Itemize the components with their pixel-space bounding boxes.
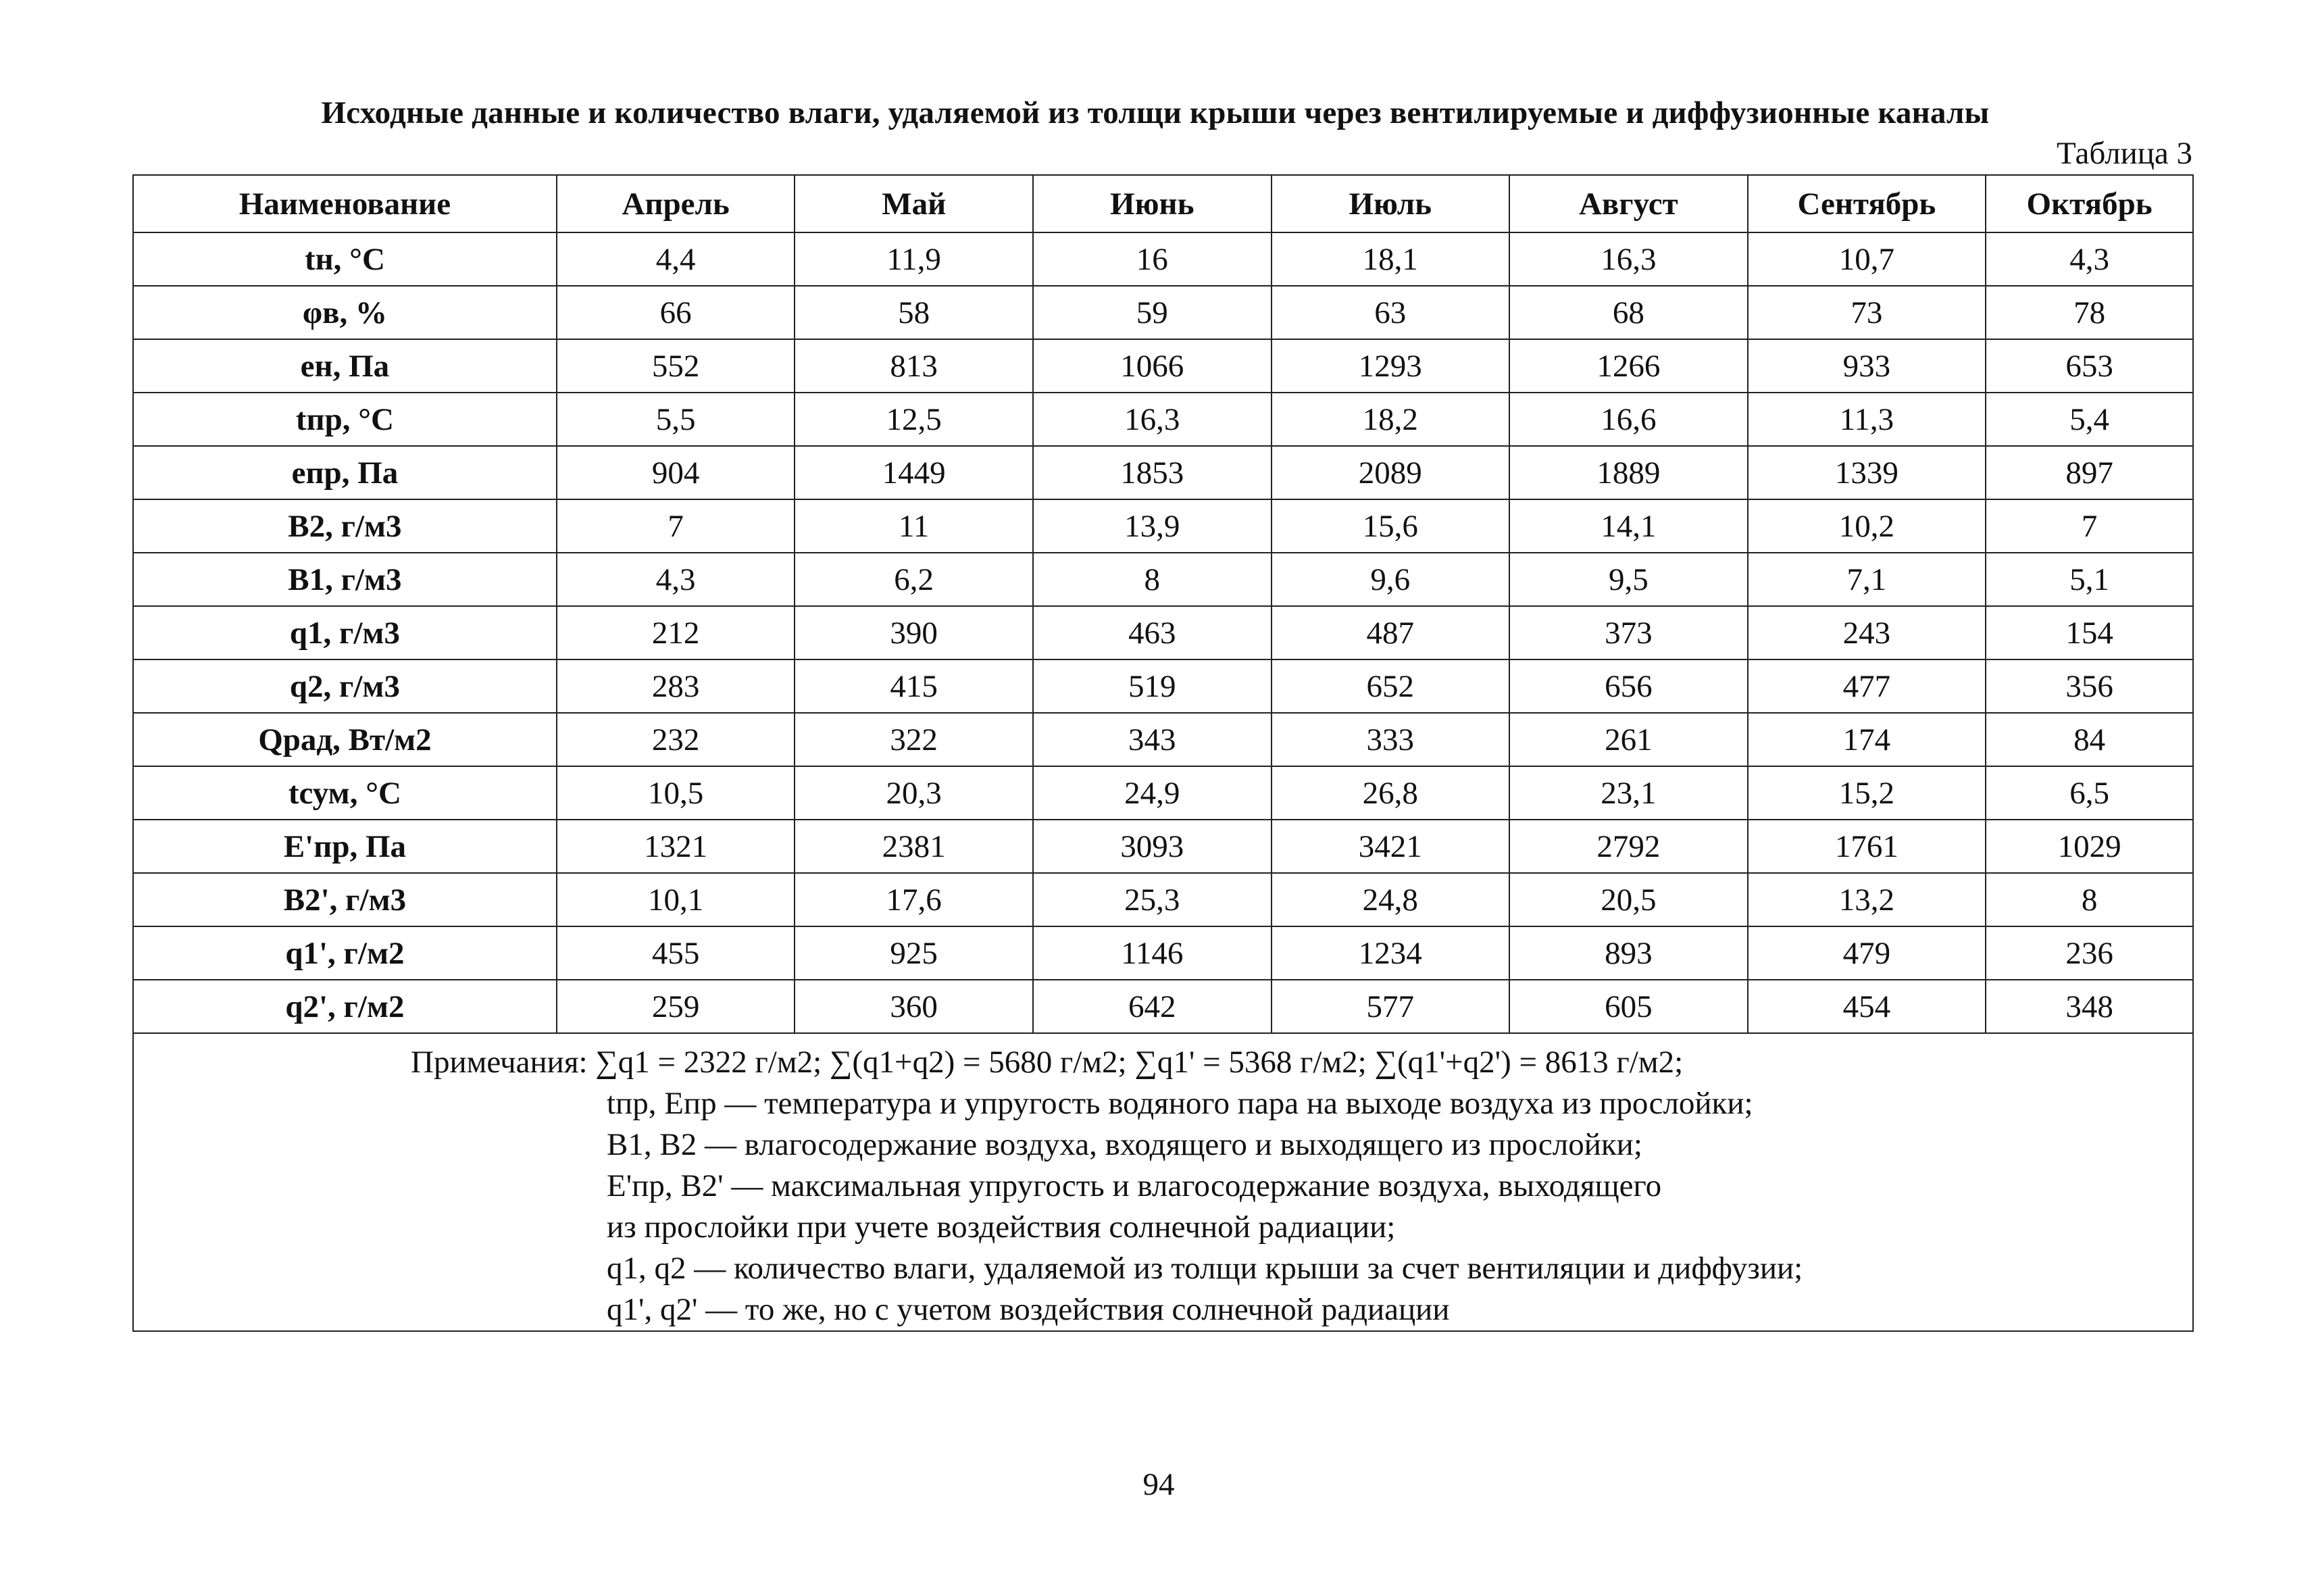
value-cell: 652 — [1272, 659, 1510, 713]
value-cell: 8 — [1986, 873, 2193, 926]
value-cell: 1889 — [1509, 446, 1748, 499]
value-cell: 519 — [1033, 659, 1272, 713]
value-cell: 236 — [1986, 926, 2193, 980]
value-cell: 20,3 — [795, 766, 1033, 820]
row-name-cell: tн, °С — [133, 232, 557, 286]
row-name-cell: B2, г/м3 — [133, 499, 557, 553]
value-cell: 10,2 — [1748, 499, 1986, 553]
row-name-cell: tсум, °С — [133, 766, 557, 820]
header-september: Сентябрь — [1748, 175, 1986, 232]
value-cell: 455 — [557, 926, 795, 980]
note-line: B1, B2 — влагосодержание воздуха, входящего и выходящего из прослойки; — [607, 1127, 1642, 1162]
value-cell: 653 — [1986, 339, 2193, 393]
value-cell: 63 — [1272, 286, 1510, 339]
note-line: E'пр, B2' — максимальная упругость и влагосодержание воздуха, выходящего — [607, 1168, 1662, 1203]
value-cell: 1761 — [1748, 820, 1986, 873]
value-cell: 373 — [1509, 606, 1748, 659]
value-cell: 813 — [795, 339, 1033, 393]
value-cell: 10,5 — [557, 766, 795, 820]
row-name-cell: Qрад, Вт/м2 — [133, 713, 557, 766]
value-cell: 360 — [795, 980, 1033, 1033]
row-name-cell: q2, г/м3 — [133, 659, 557, 713]
table-row — [133, 606, 2193, 659]
value-cell: 18,1 — [1272, 232, 1510, 286]
value-cell: 3093 — [1033, 820, 1272, 873]
note-line: q1, q2 — количество влаги, удаляемой из толщи крыши за счет вентиляции и диффузии; — [607, 1251, 1803, 1286]
notes-row — [133, 1033, 2193, 1331]
value-cell: 13,9 — [1033, 499, 1272, 553]
value-cell: 1339 — [1748, 446, 1986, 499]
value-cell: 25,3 — [1033, 873, 1272, 926]
table-row — [133, 286, 2193, 339]
value-cell: 10,7 — [1748, 232, 1986, 286]
table-row — [133, 873, 2193, 926]
value-cell: 5,4 — [1986, 393, 2193, 446]
value-cell: 322 — [795, 713, 1033, 766]
value-cell: 11,9 — [795, 232, 1033, 286]
value-cell: 605 — [1509, 980, 1748, 1033]
value-cell: 10,1 — [557, 873, 795, 926]
row-name-cell: φв, % — [133, 286, 557, 339]
row-name-cell: B1, г/м3 — [133, 553, 557, 606]
table-row — [133, 553, 2193, 606]
value-cell: 1066 — [1033, 339, 1272, 393]
header-august: Август — [1509, 175, 1748, 232]
value-cell: 23,1 — [1509, 766, 1748, 820]
value-cell: 11 — [795, 499, 1033, 553]
value-cell: 1146 — [1033, 926, 1272, 980]
value-cell: 7 — [557, 499, 795, 553]
value-cell: 13,2 — [1748, 873, 1986, 926]
value-cell: 58 — [795, 286, 1033, 339]
value-cell: 18,2 — [1272, 393, 1510, 446]
value-cell: 356 — [1986, 659, 2193, 713]
value-cell: 5,5 — [557, 393, 795, 446]
header-april: Апрель — [557, 175, 795, 232]
value-cell: 59 — [1033, 286, 1272, 339]
value-cell: 1029 — [1986, 820, 2193, 873]
value-cell: 343 — [1033, 713, 1272, 766]
header-july: Июль — [1272, 175, 1510, 232]
value-cell: 487 — [1272, 606, 1510, 659]
value-cell: 454 — [1748, 980, 1986, 1033]
value-cell: 3421 — [1272, 820, 1510, 873]
value-cell: 9,6 — [1272, 553, 1510, 606]
value-cell: 15,6 — [1272, 499, 1510, 553]
table-row — [133, 232, 2193, 286]
value-cell: 2792 — [1509, 820, 1748, 873]
value-cell: 2089 — [1272, 446, 1510, 499]
value-cell: 477 — [1748, 659, 1986, 713]
value-cell: 390 — [795, 606, 1033, 659]
value-cell: 16,6 — [1509, 393, 1748, 446]
value-cell: 656 — [1509, 659, 1748, 713]
row-name-cell: E'пр, Па — [133, 820, 557, 873]
value-cell: 16 — [1033, 232, 1272, 286]
value-cell: 552 — [557, 339, 795, 393]
data-table — [132, 174, 2194, 1332]
value-cell: 7 — [1986, 499, 2193, 553]
value-cell: 1266 — [1509, 339, 1748, 393]
table-row — [133, 713, 2193, 766]
header-october: Октябрь — [1986, 175, 2193, 232]
value-cell: 479 — [1748, 926, 1986, 980]
table-row — [133, 659, 2193, 713]
row-name-cell: tпр, °С — [133, 393, 557, 446]
value-cell: 16,3 — [1509, 232, 1748, 286]
value-cell: 24,9 — [1033, 766, 1272, 820]
table-row — [133, 499, 2193, 553]
value-cell: 9,5 — [1509, 553, 1748, 606]
value-cell: 897 — [1986, 446, 2193, 499]
value-cell: 66 — [557, 286, 795, 339]
value-cell: 20,5 — [1509, 873, 1748, 926]
row-name-cell: q1, г/м3 — [133, 606, 557, 659]
value-cell: 415 — [795, 659, 1033, 713]
value-cell: 232 — [557, 713, 795, 766]
value-cell: 6,2 — [795, 553, 1033, 606]
value-cell: 8 — [1033, 553, 1272, 606]
value-cell: 1853 — [1033, 446, 1272, 499]
note-line: из прослойки при учете воздействия солнечной радиации; — [607, 1210, 1396, 1245]
value-cell: 2381 — [795, 820, 1033, 873]
notes-cell — [133, 1033, 2193, 1331]
value-cell: 68 — [1509, 286, 1748, 339]
value-cell: 5,1 — [1986, 553, 2193, 606]
value-cell: 333 — [1272, 713, 1510, 766]
note-line: q1', q2' — то же, но с учетом воздействия солнечной радиации — [607, 1292, 1450, 1327]
value-cell: 84 — [1986, 713, 2193, 766]
value-cell: 26,8 — [1272, 766, 1510, 820]
value-cell: 73 — [1748, 286, 1986, 339]
value-cell: 6,5 — [1986, 766, 2193, 820]
table-row — [133, 766, 2193, 820]
table-number-label: Таблица 3 — [2056, 136, 2192, 171]
value-cell: 893 — [1509, 926, 1748, 980]
value-cell: 212 — [557, 606, 795, 659]
value-cell: 904 — [557, 446, 795, 499]
value-cell: 4,3 — [557, 553, 795, 606]
table-row — [133, 393, 2193, 446]
value-cell: 11,3 — [1748, 393, 1986, 446]
value-cell: 261 — [1509, 713, 1748, 766]
value-cell: 4,4 — [557, 232, 795, 286]
table-row — [133, 926, 2193, 980]
value-cell: 1449 — [795, 446, 1033, 499]
table-row — [133, 339, 2193, 393]
value-cell: 1234 — [1272, 926, 1510, 980]
value-cell: 7,1 — [1748, 553, 1986, 606]
value-cell: 15,2 — [1748, 766, 1986, 820]
header-june: Июнь — [1033, 175, 1272, 232]
row-name-cell: B2', г/м3 — [133, 873, 557, 926]
table-row — [133, 446, 2193, 499]
value-cell: 12,5 — [795, 393, 1033, 446]
value-cell: 154 — [1986, 606, 2193, 659]
value-cell: 4,3 — [1986, 232, 2193, 286]
row-name-cell: eн, Па — [133, 339, 557, 393]
value-cell: 283 — [557, 659, 795, 713]
value-cell: 933 — [1748, 339, 1986, 393]
table-row — [133, 820, 2193, 873]
value-cell: 642 — [1033, 980, 1272, 1033]
value-cell: 577 — [1272, 980, 1510, 1033]
note-line: tпр, Eпр — температура и упругость водяного пара на выходе воздуха из прослойки; — [607, 1086, 1753, 1121]
value-cell: 1293 — [1272, 339, 1510, 393]
value-cell: 17,6 — [795, 873, 1033, 926]
value-cell: 14,1 — [1509, 499, 1748, 553]
value-cell: 925 — [795, 926, 1033, 980]
row-name-cell: eпр, Па — [133, 446, 557, 499]
note-line: Примечания: ∑q1 = 2322 г/м2; ∑(q1+q2) = 5680 г/м2; ∑q1' = 5368 г/м2; ∑(q1'+q2') = 8613 г/м2; — [411, 1045, 1684, 1080]
value-cell: 174 — [1748, 713, 1986, 766]
header-may: Май — [795, 175, 1033, 232]
table-row — [133, 980, 2193, 1033]
table-title: Исходные данные и количество влаги, удаляемой из толщи крыши через вентилируемые и диффузионные каналы — [321, 95, 1990, 130]
value-cell: 463 — [1033, 606, 1272, 659]
row-name-cell: q1', г/м2 — [133, 926, 557, 980]
row-name-cell: q2', г/м2 — [133, 980, 557, 1033]
value-cell: 16,3 — [1033, 393, 1272, 446]
value-cell: 348 — [1986, 980, 2193, 1033]
value-cell: 1321 — [557, 820, 795, 873]
value-cell: 24,8 — [1272, 873, 1510, 926]
value-cell: 243 — [1748, 606, 1986, 659]
value-cell: 259 — [557, 980, 795, 1033]
header-row — [133, 175, 2193, 232]
value-cell: 78 — [1986, 286, 2193, 339]
page-number: 94 — [1142, 1467, 1175, 1502]
header-name: Наименование — [133, 175, 557, 232]
